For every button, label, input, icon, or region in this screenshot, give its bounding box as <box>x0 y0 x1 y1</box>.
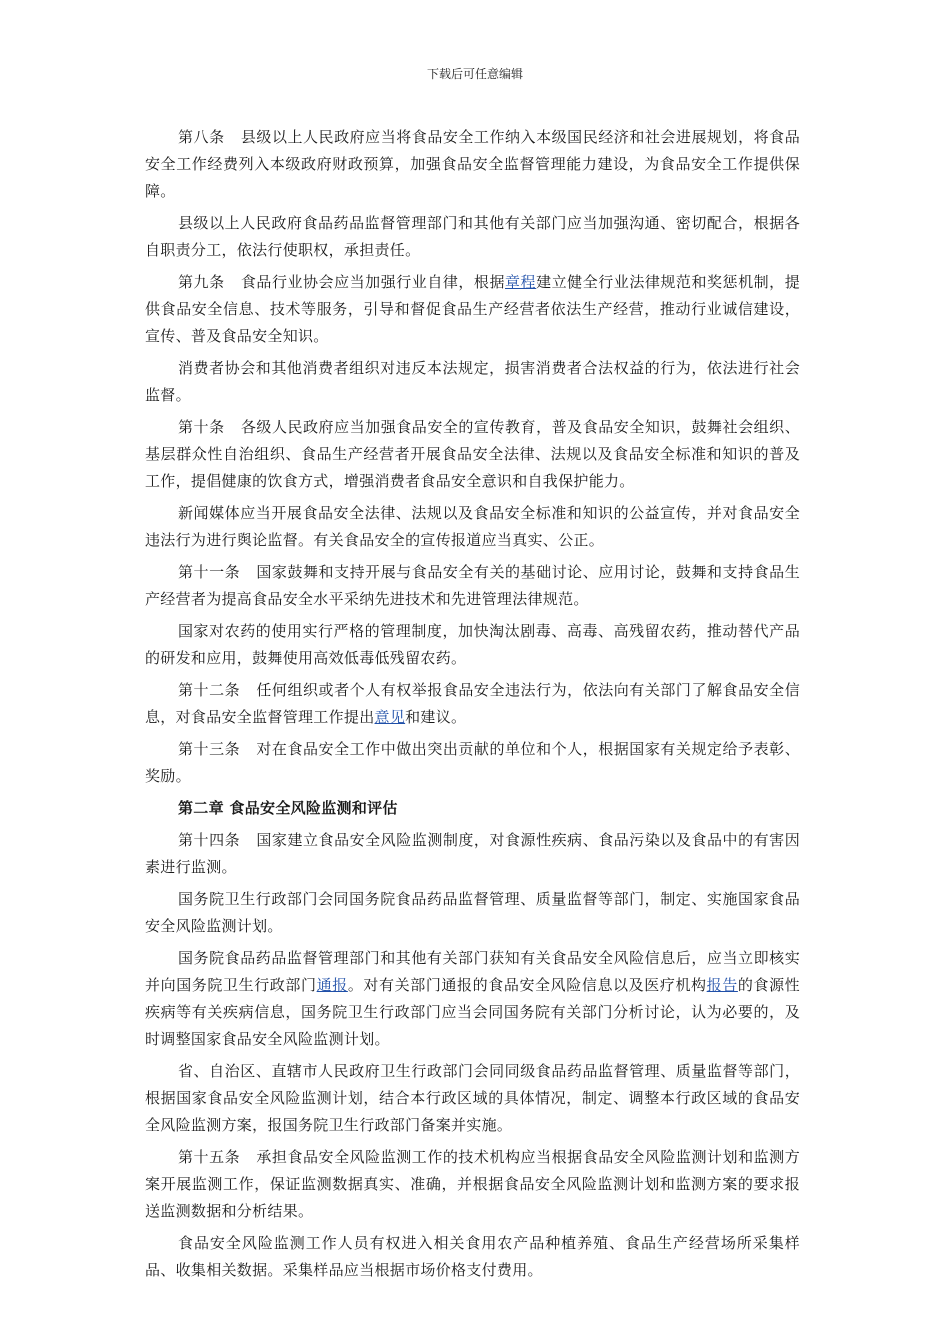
paragraph-text: 的食源性疾病等有关疾病信息，国务院卫生行政部门应当会同国务院有关部门分析讨论，认为必要的，及时调整国家食品安全风险监测计划。 <box>145 976 800 1048</box>
article-number: 第十三条 <box>178 740 241 758</box>
paragraph <box>145 1058 800 1139</box>
paragraph <box>145 945 800 1053</box>
paragraph-text: 国务院卫生行政部门会同国务院食品药品监督管理、质量监督等部门，制定、实施国家食品安全风险监测计划。 <box>145 890 800 935</box>
document-body <box>145 124 800 1289</box>
paragraph-text: 县级以上人民政府应当将食品安全工作纳入本级国民经济和社会进展规划，将食品安全工作经费列入本级政府财政预算，加强食品安全监督管理能力建设，为食品安全工作提供保障。 <box>145 128 800 200</box>
report-link[interactable]: 报告 <box>706 976 738 994</box>
paragraph-text: 食品行业协会应当加强行业自律，根据 <box>240 273 506 291</box>
article-number: 第十条 <box>178 418 225 436</box>
article-number: 第十四条 <box>178 831 241 849</box>
paragraph-text: 消费者协会和其他消费者组织对违反本法规定，损害消费者合法权益的行为，依法进行社会监督。 <box>145 359 800 404</box>
article-15-paragraph <box>145 1144 800 1225</box>
paragraph-text: 国家鼓舞和支持开展与食品安全有关的基础讨论、应用讨论，鼓舞和支持食品生产经营者为提高食品安全水平采纳先进技术和先进管理法律规范。 <box>145 563 800 608</box>
article-number: 第八条 <box>178 128 225 146</box>
article-number: 第十一条 <box>178 563 241 581</box>
paragraph-text: 国家对农药的使用实行严格的管理制度，加快淘汰剧毒、高毒、高残留农药，推动替代产品的研发和应用，鼓舞使用高效低毒低残留农药。 <box>145 622 800 667</box>
paragraph <box>145 210 800 264</box>
paragraph-text: 。对有关部门通报的食品安全风险信息以及医疗机构 <box>347 976 707 994</box>
page-header-note: 下载后可任意编辑 <box>426 67 523 81</box>
article-14-paragraph <box>145 827 800 881</box>
paragraph-text: 和建议。 <box>405 708 467 726</box>
paragraph <box>145 618 800 672</box>
article-number: 第九条 <box>178 273 225 291</box>
article-number: 第十五条 <box>178 1148 241 1166</box>
paragraph <box>145 1230 800 1284</box>
paragraph-text: 承担食品安全风险监测工作的技术机构应当根据食品安全风险监测计划和监测方案开展监测工作，保证监测数据真实、准确，并根据食品安全风险监测计划和监测方案的要求报送监测数据和分析结果。 <box>145 1148 800 1220</box>
paragraph-text: 新闻媒体应当开展食品安全法律、法规以及食品安全标准和知识的公益宣传，并对食品安全违法行为进行舆论监督。有关食品安全的宣传报道应当真实、公正。 <box>145 504 800 549</box>
article-8-paragraph <box>145 124 800 205</box>
paragraph <box>145 500 800 554</box>
paragraph <box>145 886 800 940</box>
paragraph-text: 县级以上人民政府食品药品监督管理部门和其他有关部门应当加强沟通、密切配合，根据各自职责分工，依法行使职权，承担责任。 <box>145 214 800 259</box>
paragraph-text: 食品安全风险监测工作人员有权进入相关食用农产品种植养殖、食品生产经营场所采集样品、收集相关数据。采集样品应当根据市场价格支付费用。 <box>145 1234 800 1279</box>
paragraph-text: 国务院食品药品监督管理部门和其他有关部门获知有关食品安全风险信息后，应当立即核实并向国务院卫生行政部门 <box>145 949 800 994</box>
article-13-paragraph <box>145 736 800 790</box>
notification-link[interactable]: 通报 <box>316 976 348 994</box>
opinion-link[interactable]: 意见 <box>374 708 406 726</box>
article-10-paragraph <box>145 414 800 495</box>
paragraph-text: 各级人民政府应当加强食品安全的宣传教育，普及食品安全知识，鼓舞社会组织、基层群众性自治组织、食品生产经营者开展食品安全法律、法规以及食品安全标准和知识的普及工作，提倡健康的饮食方式，增强消费者食品安全意识和自我保护能力。 <box>145 418 800 490</box>
paragraph-text: 任何组织或者个人有权举报食品安全违法行为，依法向有关部门了解食品安全信息，对食品安全监督管理工作提出 <box>145 681 800 726</box>
article-12-paragraph <box>145 677 800 731</box>
charter-link[interactable]: 章程 <box>505 273 537 291</box>
paragraph <box>145 355 800 409</box>
paragraph-text: 国家建立食品安全风险监测制度，对食源性疾病、食品污染以及食品中的有害因素进行监测。 <box>145 831 800 876</box>
paragraph-text: 对在食品安全工作中做出突出贡献的单位和个人，根据国家有关规定给予表彰、奖励。 <box>145 740 800 785</box>
paragraph-text: 省、自治区、直辖市人民政府卫生行政部门会同同级食品药品监督管理、质量监督等部门，根据国家食品安全风险监测计划，结合本行政区域的具体情况，制定、调整本行政区域的食品安全风险监测方案，报国务院卫生行政部门备案并实施。 <box>145 1062 800 1134</box>
paragraph-text: 建立健全行业法律规范和奖惩机制，提供食品安全信息、技术等服务，引导和督促食品生产经营者依法生产经营，推动行业诚信建设，宣传、普及食品安全知识。 <box>145 273 800 345</box>
article-11-paragraph <box>145 559 800 613</box>
chapter-heading: 第二章 食品安全风险监测和评估 <box>178 799 398 817</box>
article-number: 第十二条 <box>178 681 241 699</box>
article-9-paragraph <box>145 269 800 350</box>
